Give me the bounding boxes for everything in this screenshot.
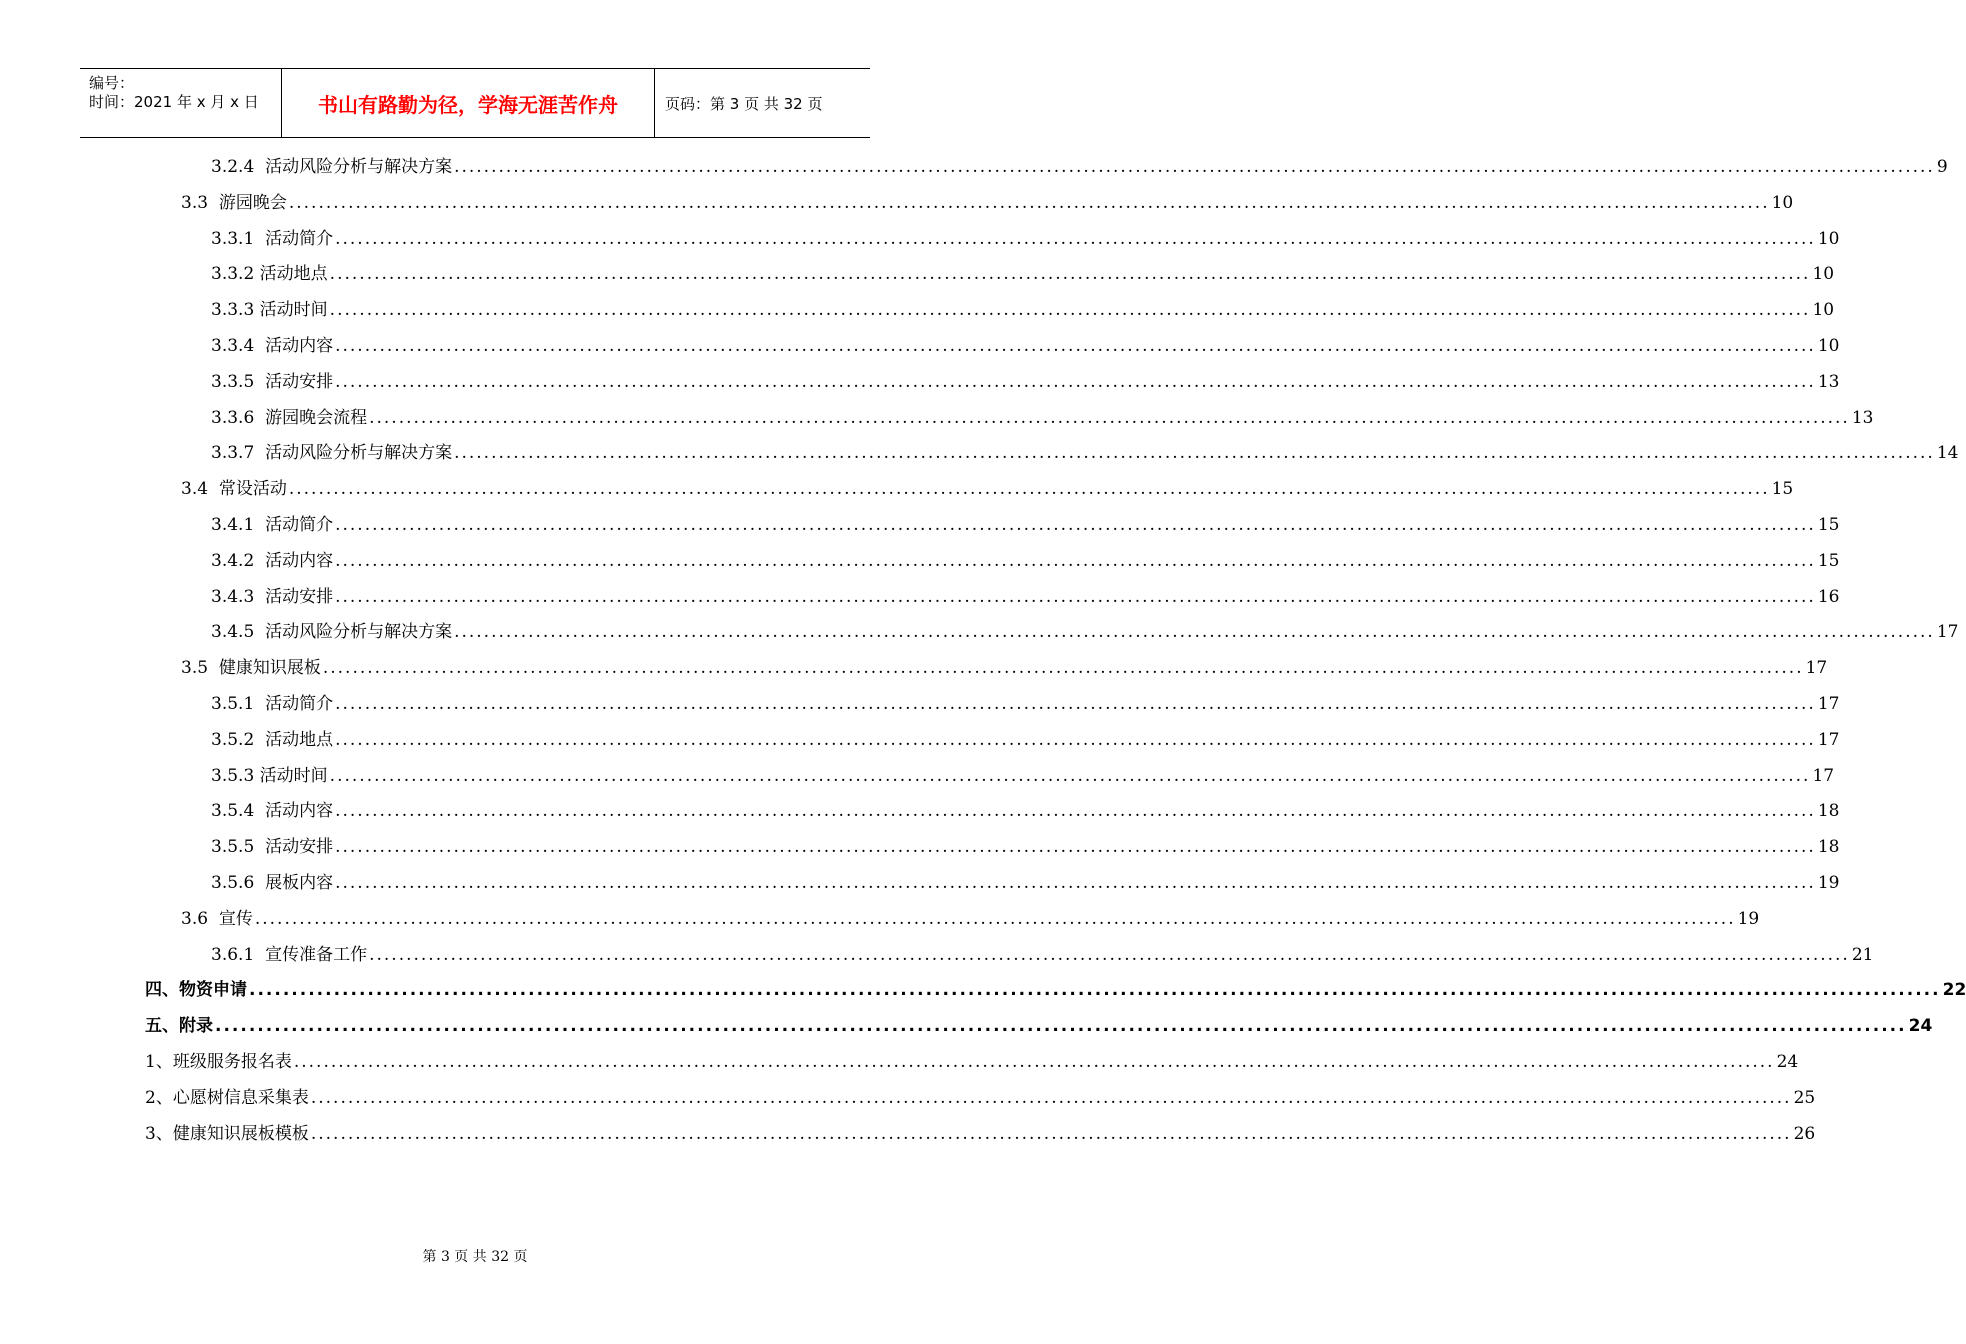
toc-leader-dots: ........................................................................................................................................................................................................	[310, 1123, 1792, 1144]
toc-entry[interactable]	[211, 691, 1840, 717]
toc-entry-label: 3.6.1 宣传准备工作	[211, 944, 368, 965]
toc-leader-dots: ........................................................................................................................................................................................................	[322, 658, 1804, 679]
toc-entry-label: 四、物资申请	[145, 980, 247, 1001]
toc-entry-label: 3.3.5 活动安排	[211, 371, 334, 392]
header-date-label: 时间：2021 年 x 月 x 日	[89, 93, 259, 111]
toc-leader-dots: ........................................................................................................................................................................................................	[335, 336, 1816, 356]
toc-entry-page: 18	[1817, 837, 1840, 858]
toc-entry-page: 17	[1936, 622, 1959, 643]
toc-entry-page: 17	[1817, 694, 1840, 714]
page-header	[80, 68, 870, 138]
toc-entry-page: 17	[1805, 658, 1828, 679]
toc-entry-label: 3、健康知识展板模板	[145, 1123, 309, 1144]
toc-entry-page: 19	[1737, 908, 1760, 929]
toc-entry-page: 17	[1817, 729, 1840, 750]
toc-leader-dots: ........................................................................................................................................................................................................	[335, 371, 1816, 392]
toc-entry[interactable]	[181, 906, 1760, 932]
toc-leader-dots: ........................................................................................................................................................................................................	[254, 908, 1736, 929]
toc-entry-label: 3.5.5 活动安排	[211, 837, 334, 858]
toc-leader-dots: ........................................................................................................................................................................................................	[335, 515, 1816, 535]
toc-entry[interactable]	[211, 154, 1948, 180]
toc-entry[interactable]	[211, 548, 1840, 574]
toc-leader-dots: ........................................................................................................................................................................................................	[335, 801, 1816, 822]
toc-entry-page: 10	[1817, 336, 1840, 356]
toc-entry[interactable]	[211, 226, 1840, 252]
toc-entry-page: 19	[1817, 873, 1840, 893]
toc-entry-page: 21	[1851, 944, 1874, 965]
toc-entry-label: 3.5.1 活动简介	[211, 694, 334, 714]
toc-entry-page: 14	[1936, 443, 1959, 464]
toc-entry-label: 2、心愿树信息采集表	[145, 1087, 309, 1108]
toc-entry-label: 3.4.2 活动内容	[211, 550, 334, 571]
toc-entry-page: 10	[1812, 300, 1835, 321]
toc-entry-label: 3.3.1 活动简介	[211, 228, 334, 249]
toc-entry[interactable]	[181, 655, 1828, 681]
toc-entry-label: 3.3.3 活动时间	[211, 300, 328, 321]
toc-entry-page: 9	[1936, 157, 1948, 177]
toc-entry-page: 24	[1776, 1052, 1799, 1072]
toc-leader-dots: ........................................................................................................................................................................................................	[293, 1052, 1775, 1072]
toc-entry-label: 3.3.7 活动风险分析与解决方案	[211, 443, 453, 464]
toc-entry-label: 3.2.4 活动风险分析与解决方案	[211, 157, 453, 177]
toc-leader-dots: ........................................................................................................................................................................................................	[454, 443, 1935, 464]
toc-entry[interactable]	[211, 333, 1840, 359]
toc-entry-page: 13	[1851, 407, 1874, 428]
toc-entry[interactable]	[145, 1085, 1816, 1111]
toc-leader-dots: ........................................................................................................................................................................................................	[335, 228, 1816, 249]
toc-entry[interactable]	[211, 798, 1840, 824]
toc-entry-label: 3.5.2 活动地点	[211, 729, 334, 750]
toc-leader-dots: ........................................................................................................................................................................................................	[335, 873, 1816, 893]
toc-entry[interactable]	[211, 727, 1840, 753]
toc-entry-label: 1、班级服务报名表	[145, 1052, 292, 1072]
toc-entry[interactable]	[211, 942, 1874, 968]
toc-entry[interactable]	[211, 834, 1840, 860]
toc-entry[interactable]	[211, 405, 1874, 431]
header-number-label: 编号：	[89, 74, 135, 92]
toc-entry-label: 3.5 健康知识展板	[181, 658, 321, 679]
toc-entry-page: 15	[1817, 550, 1840, 571]
toc-entry[interactable]	[211, 619, 1959, 645]
toc-entry-label: 3.5.6 展板内容	[211, 873, 334, 893]
toc-entry-page: 10	[1812, 264, 1835, 285]
header-meta-cell	[80, 69, 282, 137]
toc-entry[interactable]	[181, 190, 1794, 216]
toc-entry-page: 18	[1817, 801, 1840, 822]
toc-leader-dots: ........................................................................................................................................................................................................	[288, 479, 1770, 500]
toc-entry-page: 26	[1793, 1123, 1816, 1144]
toc-entry-page: 15	[1817, 515, 1840, 535]
toc-entry-page: 25	[1793, 1087, 1816, 1108]
page-footer: 第 3 页 共 32 页	[422, 1249, 528, 1265]
toc-entry[interactable]	[145, 1121, 1816, 1147]
toc-leader-dots: ........................................................................................................................................................................................................	[249, 980, 1941, 1001]
toc-entry[interactable]	[145, 1049, 1799, 1075]
toc-entry[interactable]	[211, 369, 1840, 395]
toc-entry-label: 3.3.6 游园晚会流程	[211, 407, 368, 428]
toc-entry[interactable]	[145, 977, 1966, 1003]
toc-entry-label: 3.4.3 活动安排	[211, 586, 334, 607]
toc-entry-label: 3.3.4 活动内容	[211, 336, 334, 356]
toc-leader-dots: ........................................................................................................................................................................................................	[329, 300, 1811, 321]
toc-entry-label: 3.3 游园晚会	[181, 192, 287, 213]
toc-entry[interactable]	[211, 512, 1840, 538]
toc-entry[interactable]	[211, 870, 1840, 896]
toc-entry-label: 3.5.3 活动时间	[211, 765, 328, 786]
toc-entry-label: 3.3.2 活动地点	[211, 264, 328, 285]
toc-entry[interactable]	[211, 584, 1840, 610]
toc-entry-label: 3.4.5 活动风险分析与解决方案	[211, 622, 453, 643]
toc-leader-dots: ........................................................................................................................................................................................................	[454, 622, 1935, 643]
toc-entry[interactable]	[211, 763, 1835, 789]
toc-leader-dots: ........................................................................................................................................................................................................	[335, 694, 1816, 714]
toc-leader-dots: ........................................................................................................................................................................................................	[329, 264, 1811, 285]
header-slogan: 书山有路勤为径，学海无涯苦作舟	[282, 69, 655, 137]
toc-entry-page: 22	[1942, 980, 1966, 1001]
toc-entry-label: 3.6 宣传	[181, 908, 253, 929]
toc-leader-dots: ........................................................................................................................................................................................................	[288, 192, 1770, 213]
toc-entry-label: 3.4 常设活动	[181, 479, 287, 500]
toc-leader-dots: ........................................................................................................................................................................................................	[335, 729, 1816, 750]
toc-leader-dots: ........................................................................................................................................................................................................	[369, 944, 1850, 965]
toc-entry-label: 五、附录	[145, 1016, 213, 1037]
toc-entry-page: 24	[1908, 1016, 1933, 1037]
toc-entry-page: 10	[1771, 192, 1794, 213]
toc-entry[interactable]	[211, 440, 1959, 466]
toc-entry[interactable]	[145, 1013, 1933, 1039]
toc-leader-dots: ........................................................................................................................................................................................................	[335, 837, 1816, 858]
toc-leader-dots: ........................................................................................................................................................................................................	[454, 157, 1935, 177]
toc-entry-label: 3.4.1 活动简介	[211, 515, 334, 535]
toc-entry[interactable]	[211, 297, 1835, 323]
toc-entry-page: 17	[1812, 765, 1835, 786]
toc-entry-page: 13	[1817, 371, 1840, 392]
toc-leader-dots: ........................................................................................................................................................................................................	[310, 1087, 1792, 1108]
toc-leader-dots: ........................................................................................................................................................................................................	[369, 407, 1850, 428]
toc-leader-dots: ........................................................................................................................................................................................................	[329, 765, 1811, 786]
toc-entry-page: 10	[1817, 228, 1840, 249]
toc-entry-label: 3.5.4 活动内容	[211, 801, 334, 822]
toc-entry-page: 15	[1771, 479, 1794, 500]
toc-leader-dots: ........................................................................................................................................................................................................	[335, 550, 1816, 571]
toc-entry[interactable]	[181, 476, 1794, 502]
toc-leader-dots: ........................................................................................................................................................................................................	[335, 586, 1816, 607]
header-page-info: 页码：第 3 页 共 32 页	[665, 94, 823, 113]
toc-entry-page: 16	[1817, 586, 1840, 607]
toc-entry[interactable]	[211, 261, 1835, 287]
toc-leader-dots: ........................................................................................................................................................................................................	[215, 1016, 1907, 1037]
